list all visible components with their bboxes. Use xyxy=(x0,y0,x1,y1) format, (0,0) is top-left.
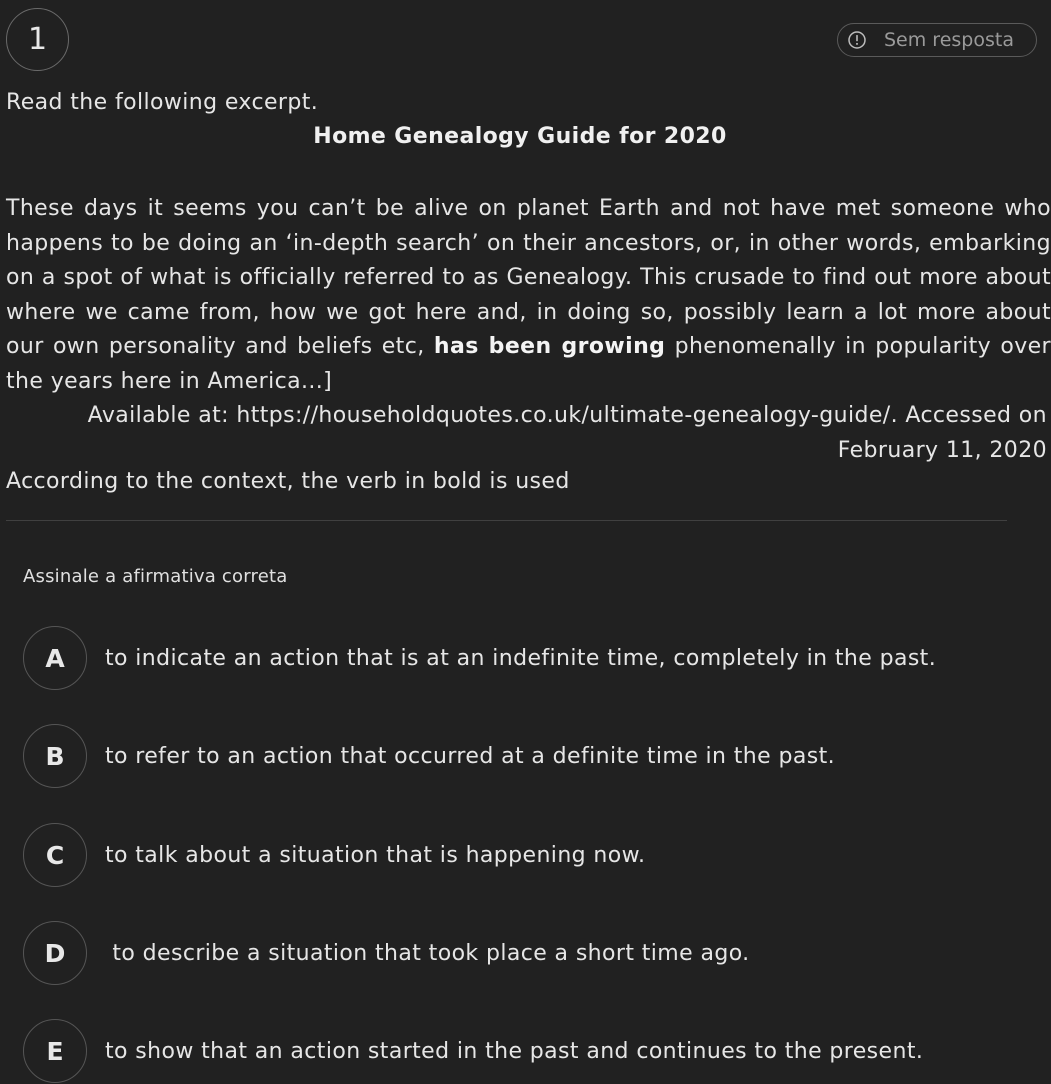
option-d[interactable] xyxy=(23,920,750,986)
option-text: to describe a situation that took place a short time ago. xyxy=(105,940,750,966)
question-prompt: According to the context, the verb in bold is used xyxy=(6,469,570,494)
excerpt-source: Available at: https://householdquotes.co.uk/ultimate-genealogy-guide/. Accessed on February 11, 2020 xyxy=(87,403,1047,463)
excerpt-text-end: phenomenally in popularity over the years here in America...] xyxy=(6,334,1051,394)
option-e[interactable] xyxy=(23,1018,923,1084)
option-text: to talk about a situation that is happening now. xyxy=(105,842,646,868)
option-a[interactable] xyxy=(23,625,936,691)
divider xyxy=(6,520,1007,521)
option-text: to refer to an action that occurred at a definite time in the past. xyxy=(105,743,835,769)
status-badge xyxy=(837,23,1037,57)
excerpt-paragraph xyxy=(6,192,1051,399)
option-b[interactable] xyxy=(23,723,835,789)
bold-verb: has been growing xyxy=(433,334,666,359)
option-letter: D xyxy=(23,921,87,985)
option-letter: A xyxy=(23,626,87,690)
option-text: to show that an action started in the past and continues to the present. xyxy=(105,1038,924,1064)
option-letter: E xyxy=(23,1019,87,1083)
exclamation-circle-icon xyxy=(848,31,866,49)
question-intro: Read the following excerpt. xyxy=(6,90,319,115)
option-letter: B xyxy=(23,724,87,788)
answer-instruction: Assinale a afirmativa correta xyxy=(23,566,288,587)
question-number: 1 xyxy=(6,8,69,71)
excerpt-text-start: These days it seems you can’t be alive on planet Earth and not have met someone who happens to be doing an ‘in-depth search’ on their ancestors, or, in other words, embarking on a spot of what is officially referred to as Genealogy. This crusade to find out more about where we came from, how we got here and, in doing so, possibly learn a lot more about our own personality and beliefs etc, xyxy=(6,196,1051,359)
option-text: to indicate an action that is at an indefinite time, completely in the past. xyxy=(105,645,937,671)
status-label: Sem resposta xyxy=(884,29,1014,51)
option-letter: C xyxy=(23,823,87,887)
option-c[interactable] xyxy=(23,822,645,888)
excerpt-title: Home Genealogy Guide for 2020 xyxy=(313,124,727,149)
